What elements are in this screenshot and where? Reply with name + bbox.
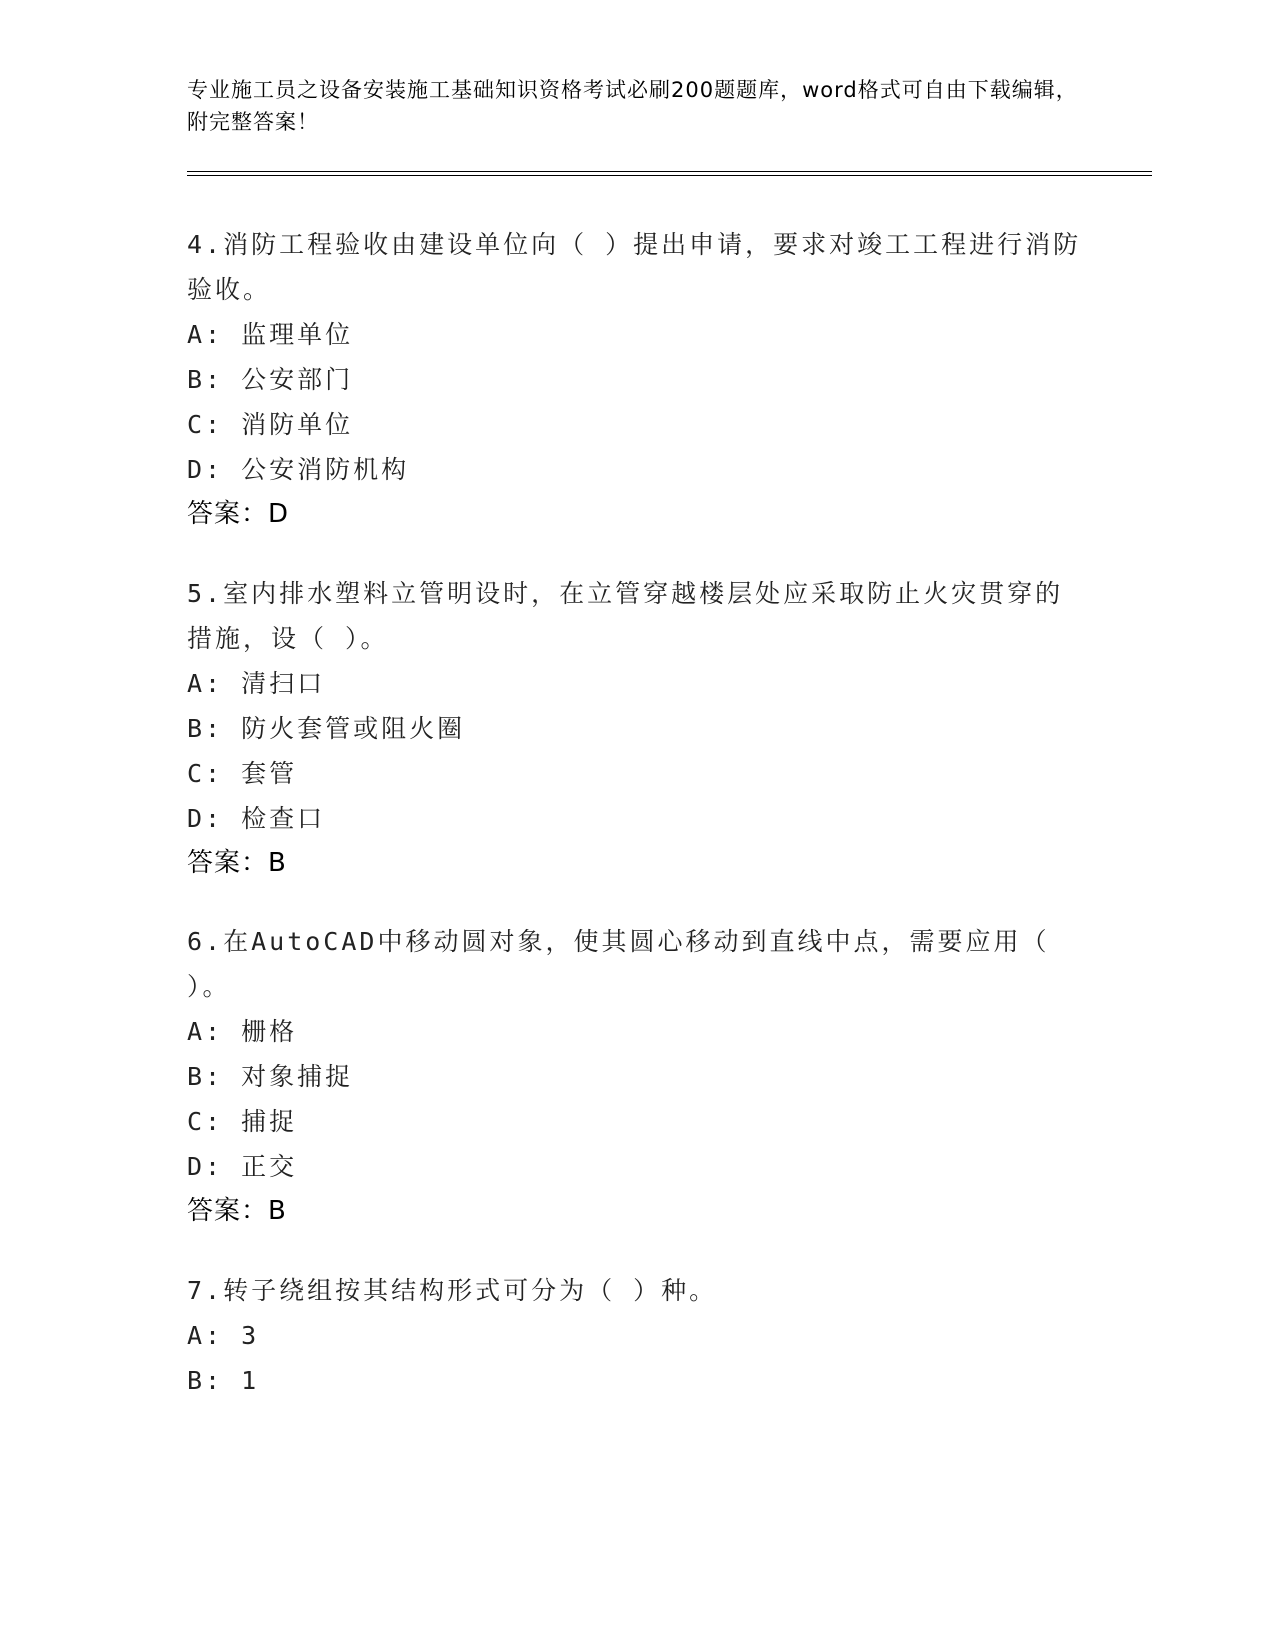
option-b: B: 公安部门 [187,365,354,394]
option-c: C: 消防单位 [187,410,354,439]
question-stem: 4.消防工程验收由建设单位向（ ）提出申请，要求对竣工工程进行消防验收。 [187,230,1082,304]
option-a: A: 清扫口 [187,669,326,698]
option-b: B: 防火套管或阻火圈 [187,714,466,743]
question-stem: 6.在AutoCAD中移动圆对象，使其圆心移动到直线中点，需要应用（ ）。 [187,927,1050,1001]
question-5 [187,571,1087,887]
option-b: B: 1 [187,1366,260,1395]
answer-label: 答案：B [187,848,287,878]
question-stem: 5.室内排水塑料立管明设时，在立管穿越楼层处应采取防止火灾贯穿的措施，设（ ）。 [187,579,1064,653]
document-header [187,74,1087,138]
option-d: D: 公安消防机构 [187,455,410,484]
header-intro-text: 专业施工员之设备安装施工基础知识资格考试必刷200题题库，word格式可自由下载编辑，附完整答案！ [187,78,1078,134]
answer-label: 答案：D [187,499,290,529]
option-d: D: 检查口 [187,804,326,833]
header-divider-top [187,171,1152,172]
question-stem: 7.转子绕组按其结构形式可分为（ ）种。 [187,1276,718,1305]
option-a: A: 3 [187,1321,260,1350]
question-4 [187,222,1087,538]
option-a: A: 监理单位 [187,320,354,349]
option-c: C: 套管 [187,759,298,788]
header-divider-bottom [187,175,1152,176]
answer-label: 答案：B [187,1196,287,1226]
option-b: B: 对象捕捉 [187,1062,354,1091]
question-6 [187,919,1087,1235]
question-7 [187,1268,1087,1403]
option-a: A: 栅格 [187,1017,298,1046]
option-d: D: 正交 [187,1152,298,1181]
option-c: C: 捕捉 [187,1107,298,1136]
